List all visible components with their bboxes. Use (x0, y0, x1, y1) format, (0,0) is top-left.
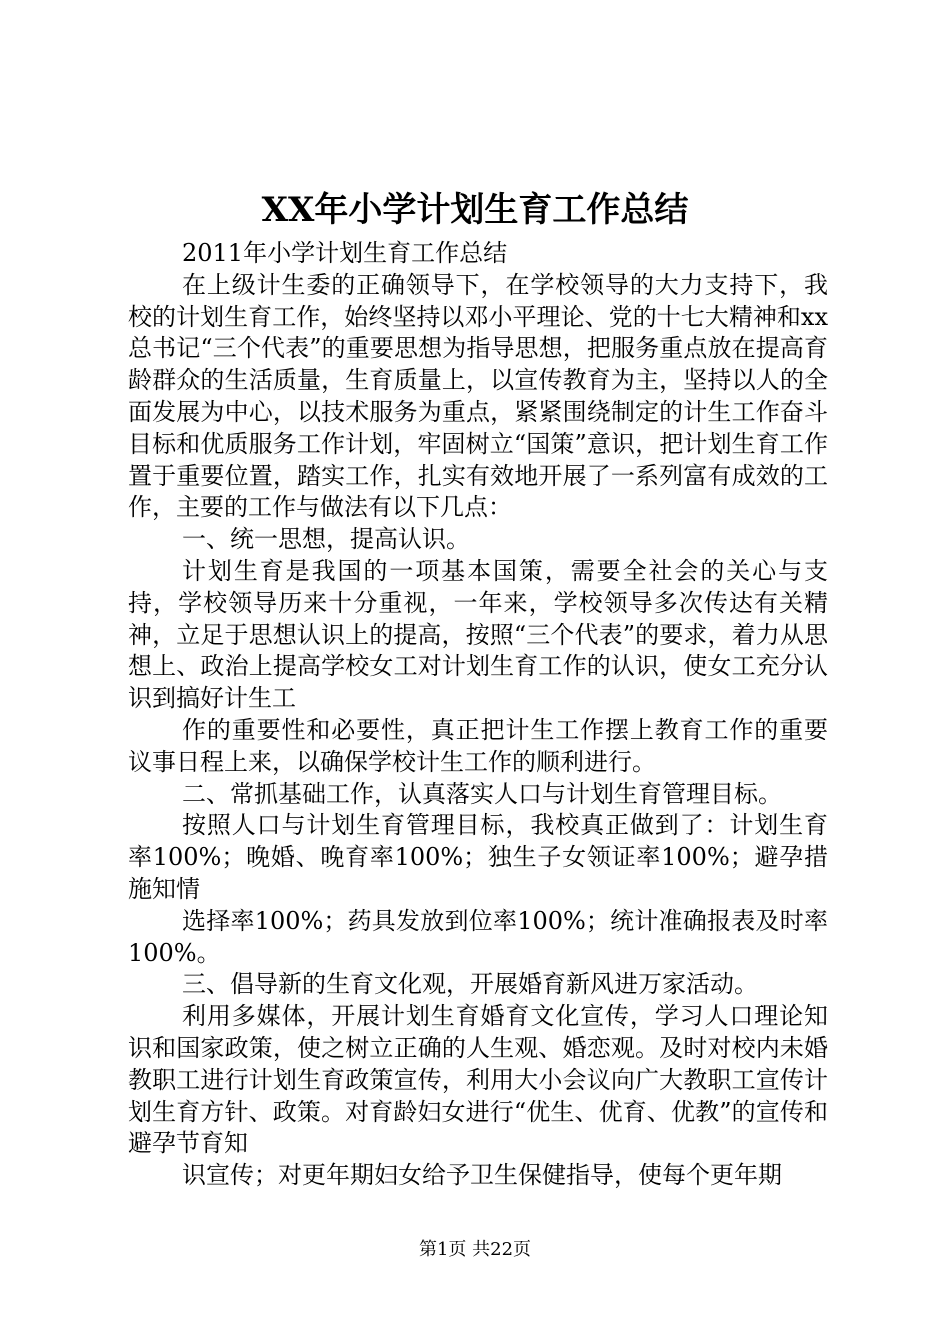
section-heading-2: 二、常抓基础工作，认真落实人口与计划生育管理目标。 (182, 779, 782, 808)
paragraph-subtitle: 2011年小学计划生育工作总结 (182, 239, 508, 267)
paragraph-section-3a: 利用多媒体，开展计划生育婚育文化宣传，学习人口理论知识和国家政策，使之树立正确的人生观、婚恋观。及时对校内未婚教职工进行计划生育政策宣传，利用大小会议向广大教职工宣传计划生育方针、政策。对育龄妇女进行“优生、优育、优教”的宣传和避孕节育知 (128, 1002, 828, 1158)
document-body (128, 238, 828, 1192)
paragraph-section-2b: 选择率100%；药具发放到位率100%；统计准确报表及时率100%。 (128, 906, 828, 967)
paragraph-intro: 在上级计生委的正确领导下，在学校领导的大力支持下，我校的计划生育工作，始终坚持以邓小平理论、党的十七大精神和xx总书记“三个代表”的重要思想为指导思想，把服务重点放在提高育龄群众的生活质量，生育质量上，以宣传教育为主，坚持以人的全面发展为中心，以技术服务为重点，紧紧围绕制定的计生工作奋斗目标和优质服务工作计划，牢固树立“国策”意识，把计划生育工作置于重要位置，踏实工作，扎实有效地开展了一系列富有成效的工作，主要的工作与做法有以下几点： (128, 270, 828, 522)
paragraph-section-2a: 按照人口与计划生育管理目标，我校真正做到了：计划生育率100%；晚婚、晚育率100%；独生子女领证率100%；避孕措施知情 (128, 811, 828, 903)
paragraph-section-3b: 识宣传；对更年期妇女给予卫生保健指导，使每个更年期 (182, 1161, 782, 1190)
page-number-footer: 第1页 共22页 (418, 1239, 532, 1260)
section-heading-1: 一、统一思想，提高认识。 (182, 525, 470, 554)
section-heading-3: 三、倡导新的生育文化观，开展婚育新风进万家活动。 (182, 970, 758, 999)
paragraph-section-1a: 计划生育是我国的一项基本国策，需要全社会的关心与支持，学校领导历来十分重视，一年来，学校领导多次传达有关精神，立足于思想认识上的提高，按照“三个代表”的要求，着力从思想上、政治上提高学校女工对计划生育工作的认识，使女工充分认识到搞好计生工 (128, 556, 828, 713)
document-title: XX年小学计划生育工作总结 (261, 190, 689, 230)
paragraph-section-1b: 作的重要性和必要性，真正把计生工作摆上教育工作的重要议事日程上来，以确保学校计生工作的顺利进行。 (128, 715, 828, 776)
